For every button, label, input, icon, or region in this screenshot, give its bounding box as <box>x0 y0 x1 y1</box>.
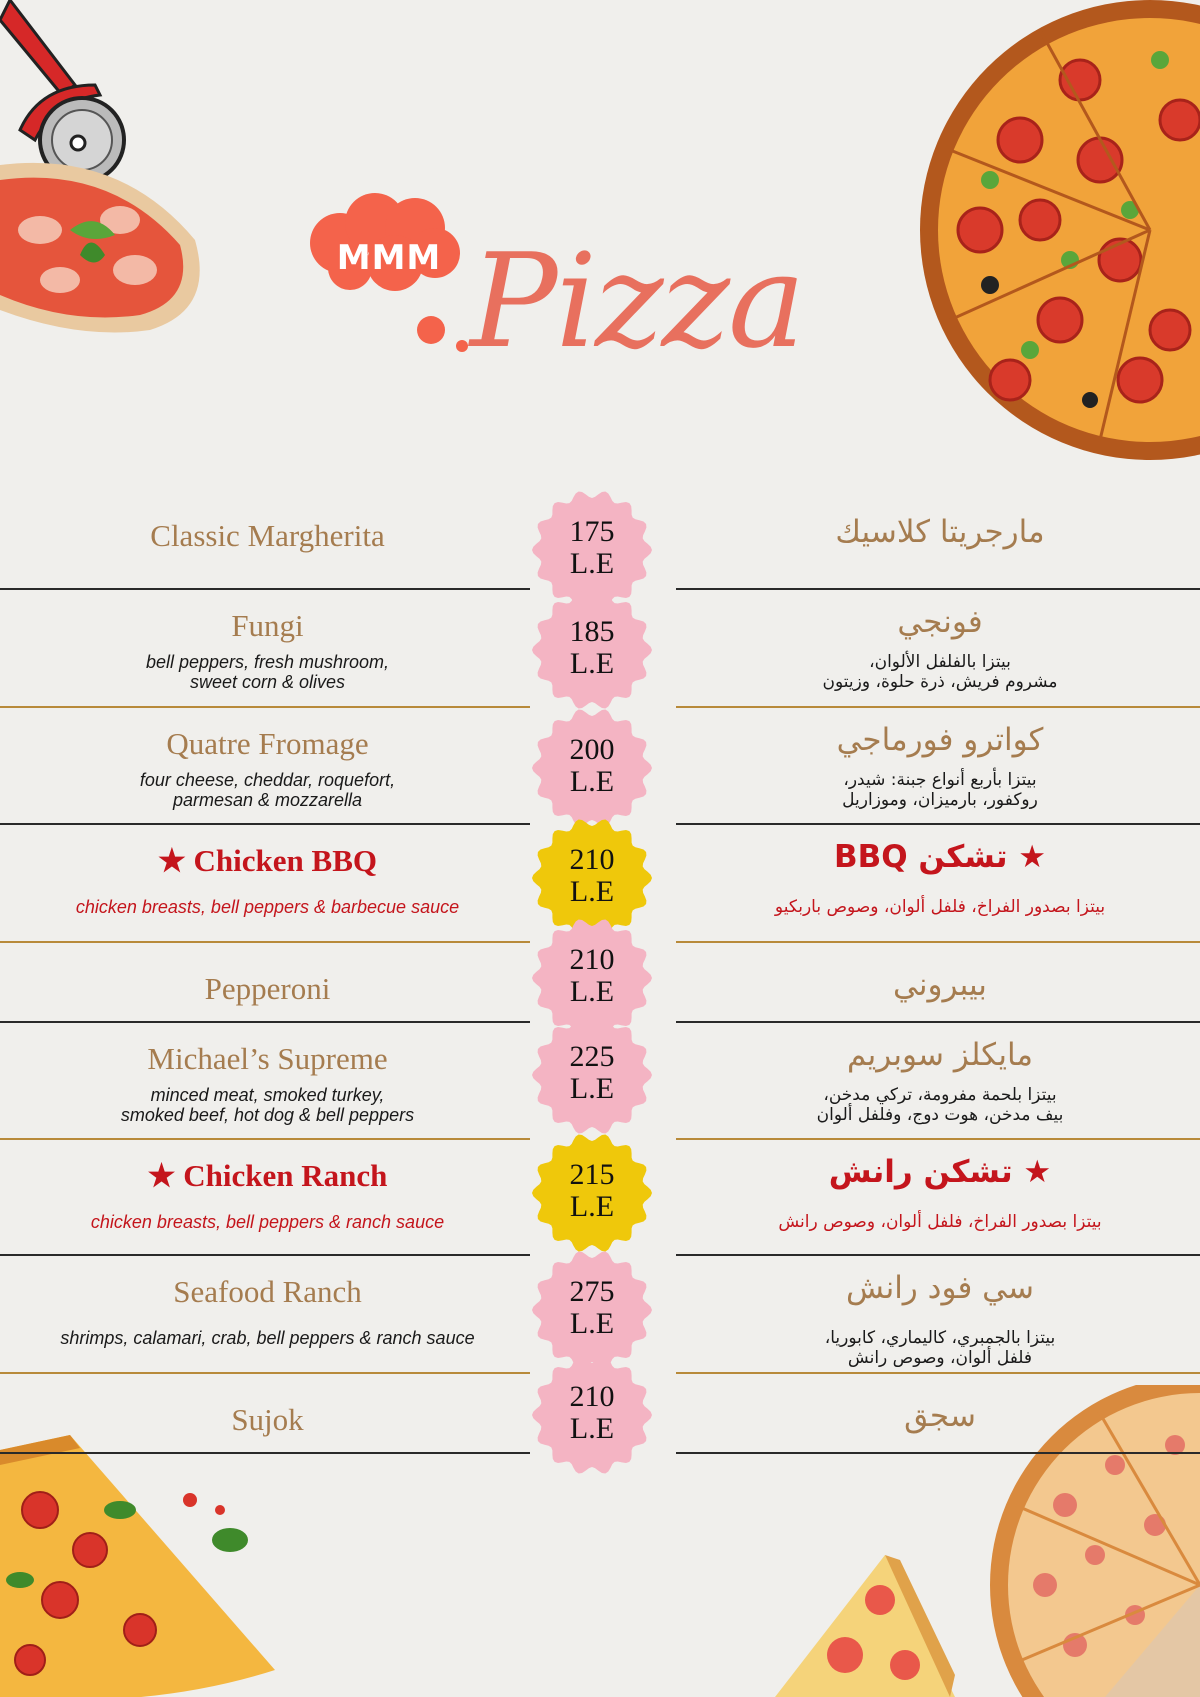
row-divider <box>0 706 530 708</box>
page-title: Pizza <box>470 225 804 377</box>
item-desc-en: bell peppers, fresh mushroom, sweet corn & olives <box>145 652 390 692</box>
item-desc-ar: بيتزا بالجمبري، كاليماري، كابوريا، فلفل ألوان، وصوص رانش <box>824 1328 1056 1368</box>
item-desc-ar: بيتزا بصدور الفراخ، فلفل ألوان، وصوص باربكيو <box>774 897 1106 917</box>
row-divider <box>676 1021 1200 1023</box>
price-value: 185 <box>569 615 615 648</box>
item-name-en: ★ Chicken BBQ <box>158 843 377 878</box>
price-label <box>527 1159 657 1223</box>
item-name-en: Quatre Fromage <box>166 726 369 761</box>
price-value: 210 <box>569 1380 615 1413</box>
item-name-en: Michael’s Supreme <box>147 1041 388 1076</box>
row-divider <box>0 1138 530 1140</box>
item-name-ar: ★ تشكن رانش <box>828 1154 1052 1190</box>
item-desc-ar: بيتزا بأربع أنواع جبنة: شيدر، روكفور، بارميزان، وموزاريل <box>842 770 1038 810</box>
price-currency: L.E <box>569 647 615 680</box>
row-divider <box>0 1021 530 1023</box>
row-divider <box>676 823 1200 825</box>
thought-bubble-dots-icon <box>415 312 470 357</box>
price-label <box>527 1381 657 1445</box>
row-divider <box>676 1138 1200 1140</box>
price-value: 275 <box>569 1275 615 1308</box>
item-name-ar: ★ تشكن BBQ <box>833 839 1047 875</box>
price-currency: L.E <box>569 1072 615 1105</box>
row-divider <box>676 706 1200 708</box>
item-name-ar: مايكلز سوبريم <box>847 1037 1033 1073</box>
row-divider <box>0 588 530 590</box>
price-value: 215 <box>569 1158 615 1191</box>
pepperoni-pizza-image <box>920 0 1200 460</box>
row-divider <box>0 1372 530 1374</box>
item-name-ar: فونجي <box>897 604 983 640</box>
item-desc-en: shrimps, calamari, crab, bell peppers & ranch sauce <box>60 1328 475 1348</box>
item-name-en: Pepperoni <box>204 971 331 1006</box>
item-name-en: Fungi <box>231 608 304 643</box>
price-label <box>527 1041 657 1105</box>
row-divider <box>676 588 1200 590</box>
item-desc-en: minced meat, smoked turkey, smoked beef, hot dog & bell peppers <box>120 1085 415 1125</box>
item-name-ar: مارجريتا كلاسيك <box>835 514 1045 550</box>
price-value: 210 <box>569 943 615 976</box>
price-label <box>527 944 657 1008</box>
item-desc-en: chicken breasts, bell peppers & barbecue sauce <box>75 897 460 917</box>
price-label <box>527 616 657 680</box>
price-currency: L.E <box>569 1307 615 1340</box>
item-desc-ar: بيتزا بلحمة مفرومة، تركي مدخن، بيف مدخن، هوت دوج، وفلفل ألوان <box>816 1085 1064 1125</box>
item-name-en: Seafood Ranch <box>173 1274 362 1309</box>
price-value: 200 <box>569 733 615 766</box>
price-value: 175 <box>569 515 615 548</box>
item-desc-ar: بيتزا بصدور الفراخ، فلفل ألوان، وصوص رانش <box>778 1212 1102 1232</box>
row-divider <box>676 1254 1200 1256</box>
margherita-slice-image <box>0 160 210 340</box>
item-name-en: ★ Chicken Ranch <box>147 1158 388 1193</box>
item-name-ar: سجق <box>904 1398 976 1434</box>
pizza-slice-bottom-center-image <box>775 1555 955 1697</box>
price-value: 225 <box>569 1040 615 1073</box>
pizza-slice-bottom-left-image <box>0 1430 290 1697</box>
price-currency: L.E <box>569 1190 615 1223</box>
price-value: 210 <box>569 843 615 876</box>
logo-text: MMM <box>336 238 442 278</box>
item-desc-en: four cheese, cheddar, roquefort, parmesan & mozzarella <box>139 770 396 810</box>
item-desc-ar: بيتزا بالفلفل الألوان، مشروم فريش، ذرة حلوة، وزيتون <box>822 652 1058 692</box>
price-label <box>527 516 657 580</box>
row-divider <box>0 941 530 943</box>
item-name-en: Classic Margherita <box>150 518 385 553</box>
price-currency: L.E <box>569 875 615 908</box>
row-divider <box>676 941 1200 943</box>
price-currency: L.E <box>569 1412 615 1445</box>
price-currency: L.E <box>569 975 615 1008</box>
item-desc-en: chicken breasts, bell peppers & ranch sauce <box>90 1212 445 1232</box>
price-label <box>527 734 657 798</box>
price-label <box>527 1276 657 1340</box>
price-label <box>527 844 657 908</box>
row-divider <box>0 823 530 825</box>
row-divider <box>676 1452 1200 1454</box>
item-name-ar: كواترو فورماجي <box>836 722 1044 758</box>
item-name-en: Sujok <box>231 1402 304 1437</box>
item-name-ar: بيبروني <box>893 967 987 1003</box>
row-divider <box>0 1254 530 1256</box>
row-divider <box>0 1452 530 1454</box>
row-divider <box>676 1372 1200 1374</box>
price-currency: L.E <box>569 547 615 580</box>
item-name-ar: سي فود رانش <box>846 1270 1034 1306</box>
price-currency: L.E <box>569 765 615 798</box>
